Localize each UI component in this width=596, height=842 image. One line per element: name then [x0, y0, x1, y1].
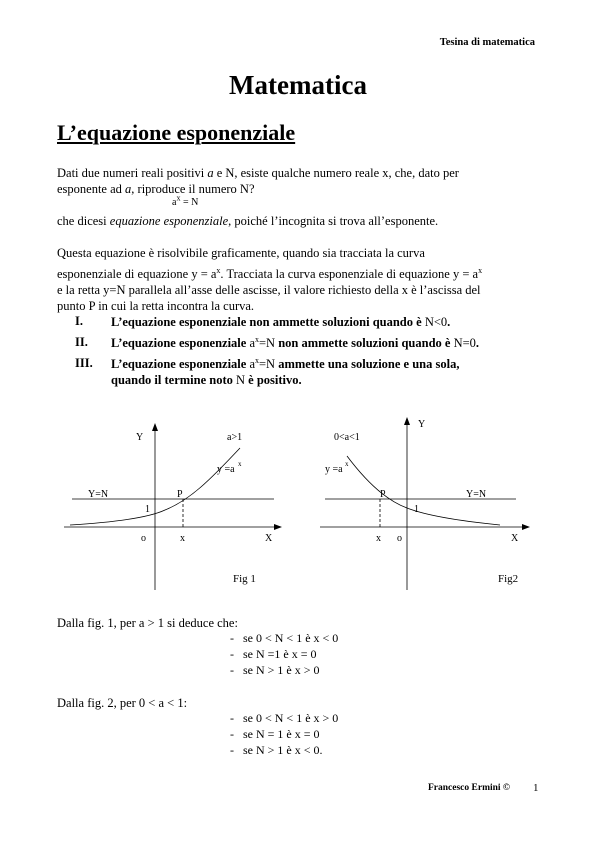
fig2-point-label: P	[380, 489, 386, 500]
page-number: 1	[533, 782, 539, 794]
list-item: L’equazione esponenziale non ammette soluzioni quando è N<0.	[111, 315, 451, 329]
fig2-x-axis-label: X	[511, 533, 519, 544]
section-title: L’equazione esponenziale	[57, 120, 296, 145]
fig1-curve-exp: x	[238, 460, 242, 468]
fig2-y-arrow	[404, 417, 410, 425]
fig1-origin-label: o	[141, 533, 146, 544]
fig2-curve-exp: x	[345, 460, 349, 468]
equation: $a^x = N$	[172, 193, 199, 208]
fig1-y-arrow	[152, 423, 158, 431]
fig2-x-label: x	[376, 533, 381, 544]
fig2-cond: 0<a<1	[334, 432, 360, 443]
list-item-number: II.	[75, 335, 88, 349]
deduce2-item: - se 0 < N < 1 è x > 0	[230, 711, 339, 725]
fig1-line-label: Y=N	[88, 489, 109, 500]
list-item: L’equazione esponenziale $a^x=N$ ammette una soluzione e una sola, quando il termine noto N è positivo.	[111, 355, 460, 387]
fig1-one-label: 1	[145, 504, 150, 515]
list-item-number: I.	[75, 314, 83, 328]
fig1-caption: Fig 1	[233, 573, 256, 585]
deduce1-intro: Dalla fig. 1, per a > 1 si deduce che:	[57, 616, 238, 630]
page-title: Matematica	[229, 70, 367, 100]
deduce2-item: - se N = 1 è x = 0	[230, 727, 320, 741]
fig1-x-arrow	[274, 524, 282, 530]
fig1-x-axis-label: X	[265, 533, 273, 544]
fig2-y-label: Y	[418, 419, 426, 430]
deduce1-item: - se 0 < N < 1 è x < 0	[230, 631, 339, 645]
fig1-curve-label: y =a	[217, 464, 235, 475]
deduce1-item: - se N =1 è x = 0	[230, 647, 317, 661]
deduce2-intro: Dalla fig. 2, per 0 < a < 1:	[57, 696, 188, 710]
list-item: L’equazione esponenziale $a^x=N$ non ammette soluzioni quando è N=0.	[111, 334, 480, 350]
definition-line: che dicesi equazione esponenziale, poiché l’incognita si trova all’esponente.	[57, 214, 439, 228]
fig2	[320, 417, 530, 590]
fig2-curve-label: y =a	[325, 464, 343, 475]
fig1	[64, 423, 282, 590]
header-title: Tesina di matematica	[439, 37, 535, 48]
fig1-x-label: x	[180, 533, 185, 544]
list-item-number: III.	[75, 356, 93, 370]
fig1-y-label: Y	[136, 432, 144, 443]
deduce2-item: - se N > 1 è x < 0.	[230, 743, 323, 757]
intro-paragraph: Dati due numeri reali positivi a e N, esiste qualche numero reale x, che, dato per esponente ad a, riproduce il numero N?	[57, 166, 459, 196]
fig2-one-label: 1	[414, 504, 419, 515]
fig2-x-arrow	[522, 524, 530, 530]
graph-explanation: Questa equazione è risolvibile graficamente, quando sia tracciata la curva esponenziale di equazione $y = a^x$. Tracciata la curva esponenziale di equazione $y = a^x$ e la retta y=N parallela all’asse delle ascisse, il valore richiesto della x è l’ascissa del punto P in cui la retta incontra la curva.	[57, 246, 483, 313]
fig1-cond: a>1	[227, 432, 243, 443]
fig2-line-label: Y=N	[466, 489, 487, 500]
deduce1-item: - se N > 1 è x > 0	[230, 663, 320, 677]
footer-author: Francesco Ermini ©	[428, 783, 511, 793]
fig2-origin-label: o	[397, 533, 402, 544]
fig2-caption: Fig2	[498, 573, 519, 585]
fig1-point-label: P	[177, 489, 183, 500]
